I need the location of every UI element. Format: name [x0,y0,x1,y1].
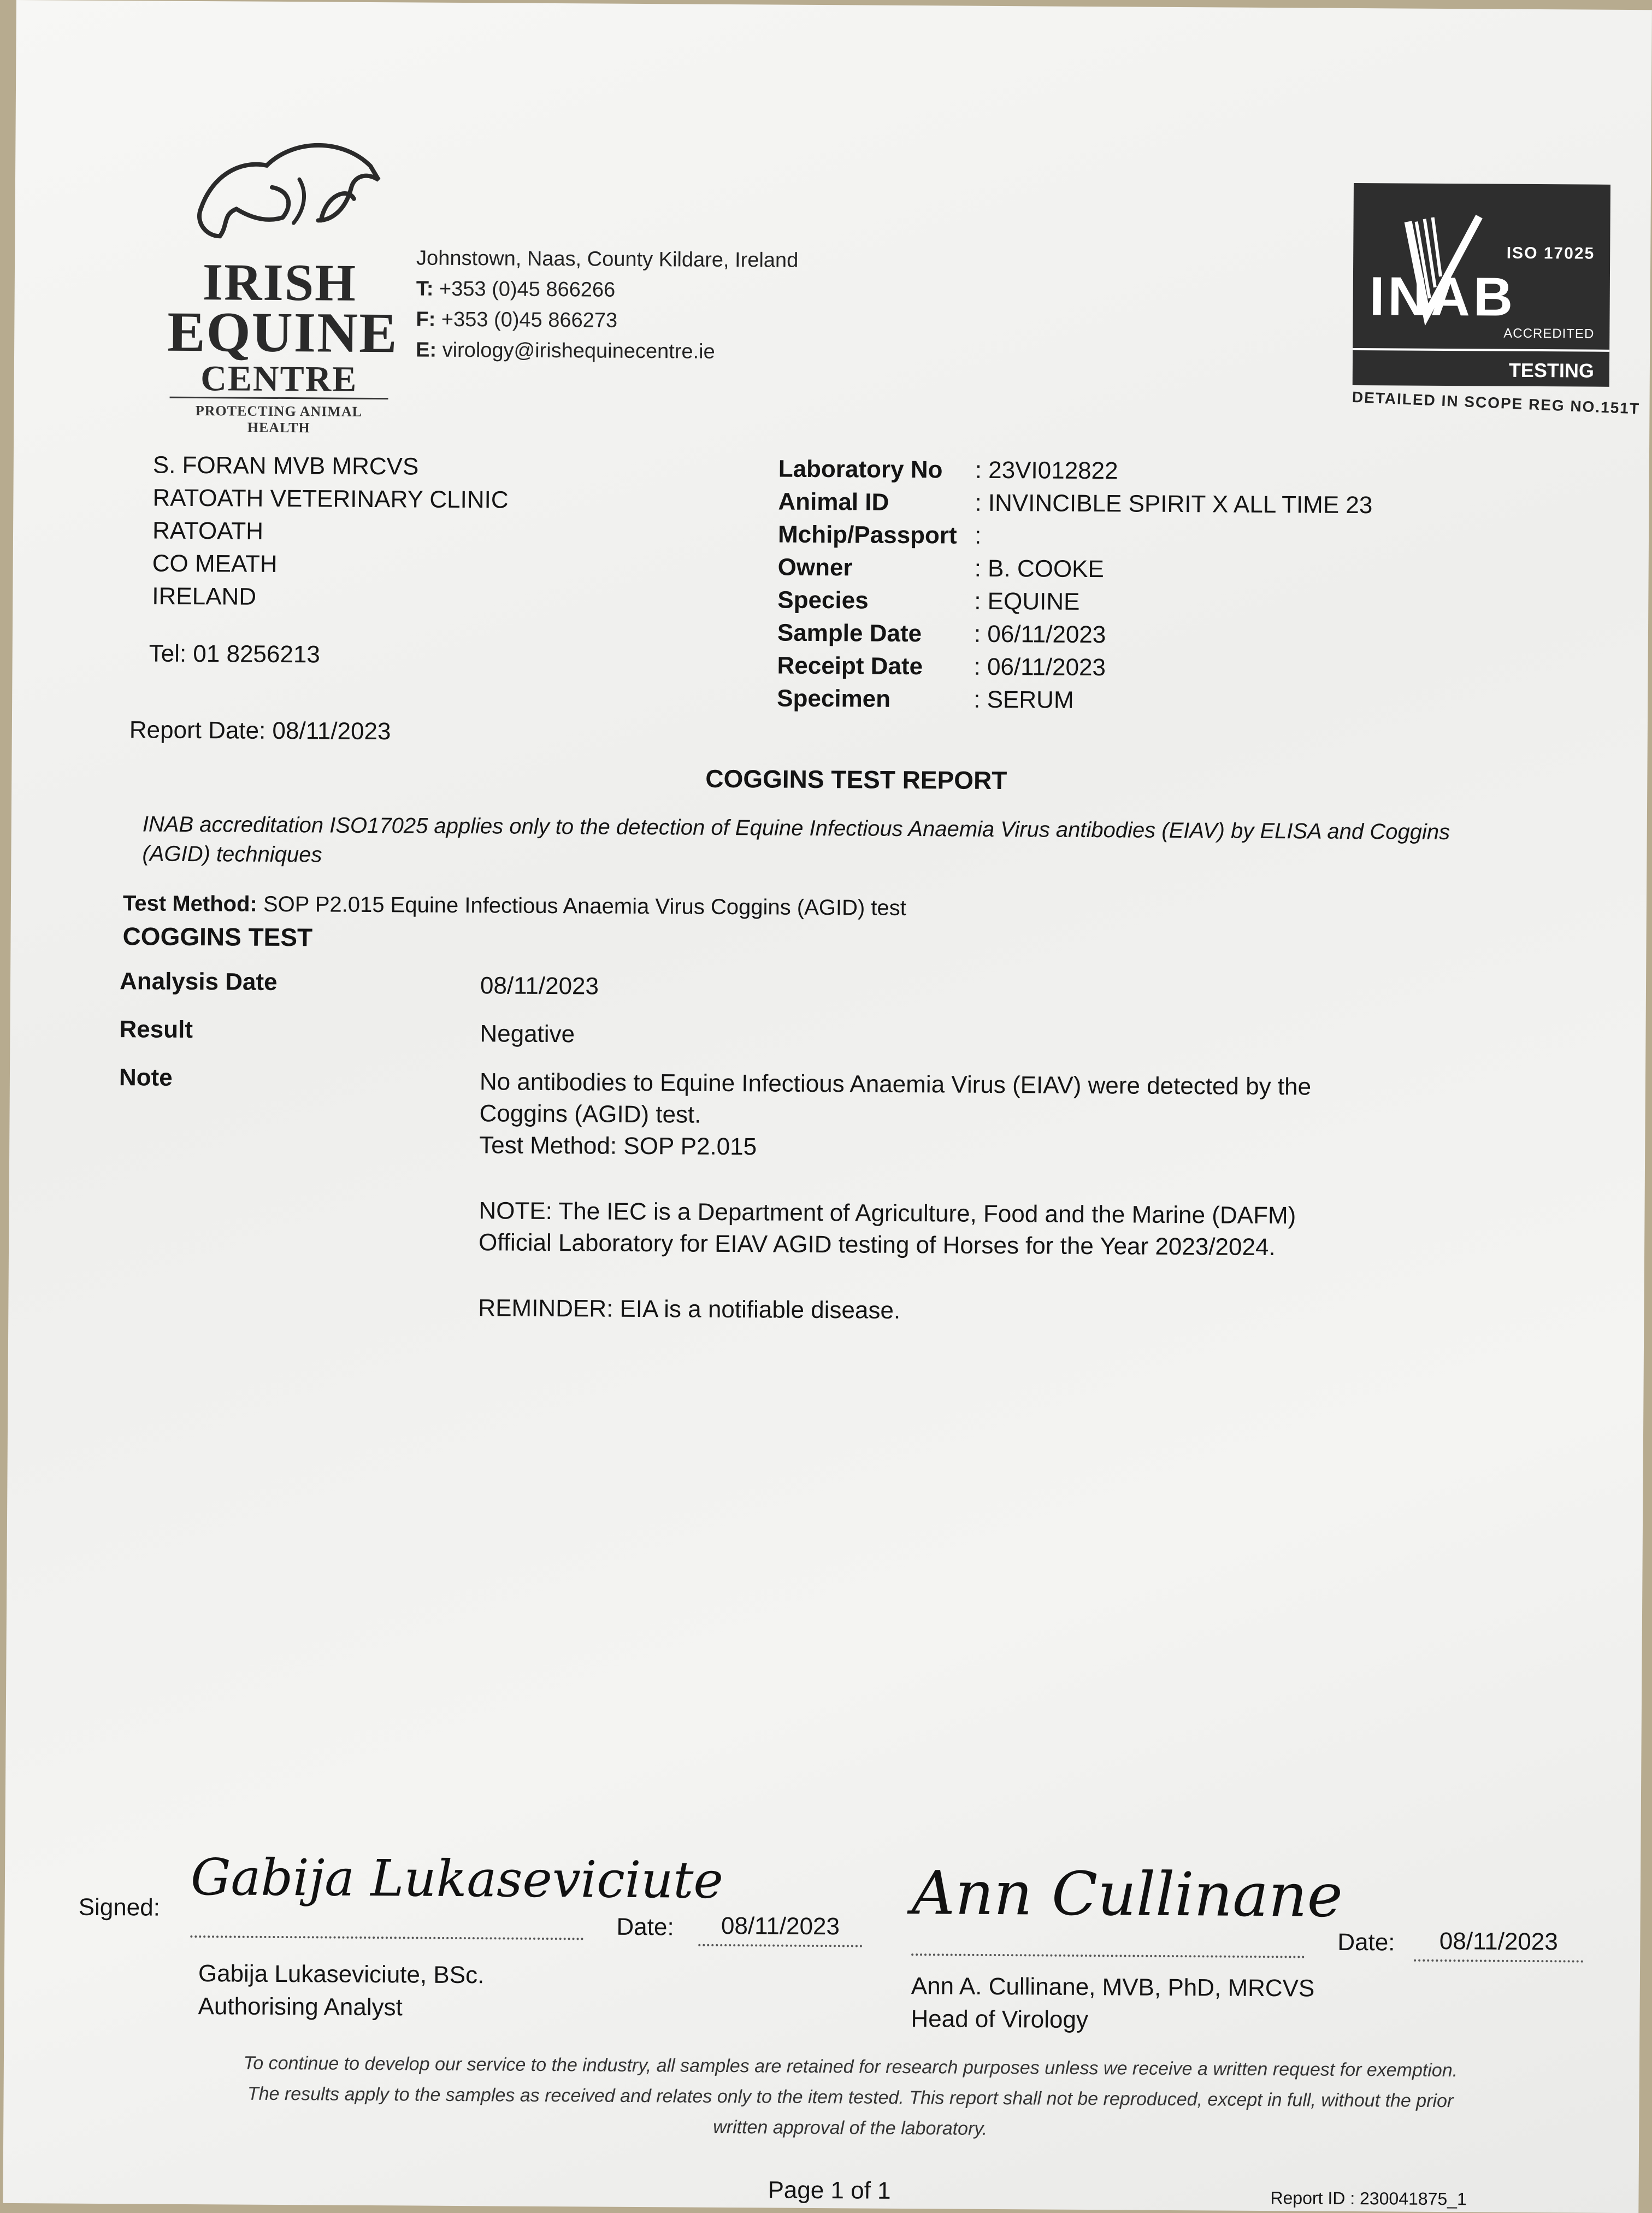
result-row [120,968,1376,1007]
signature-line [911,1953,1305,1958]
result-value: Negative [480,1020,575,1048]
head-role: Head of Virology [911,2005,1089,2034]
detail-label: Receipt Date [777,652,923,680]
result-row [117,1064,1376,1363]
logo-line-2: EQUINE [167,300,398,365]
sample-details [777,453,1373,719]
lab-email-value: virology@irishequinecentre.ie [442,338,715,363]
report-page [3,0,1652,2213]
detail-label: Specimen [777,685,891,713]
inab-testing-label: TESTING [1508,358,1595,382]
lab-phone-label: T: [416,277,434,301]
note-paragraph: No antibodies to Equine Infectious Anaemia Virus (EIAV) were detected by the Coggins (AGID) test. [479,1068,1312,1128]
detail-row [778,453,1373,490]
detail-label: Mchip/Passport [777,521,957,549]
inab-accreditation-badge [1352,183,1641,417]
footer-line: The results apply to the samples as received and relates only to the item tested. This report shall not be reproduced, except in full, without the prior [247,2083,1454,2112]
inab-name: INAB [1369,266,1517,328]
footer-line: written approval of the laboratory. [713,2116,988,2139]
accreditation-note: INAB accreditation ISO17025 applies only to the detection of Equine Infectious Anaemia Virus antibodies (EIAV) by ELISA and Coggins (AGID) techniques [142,812,1450,867]
detail-label: Laboratory No [778,455,943,484]
signed-label: Signed: [78,1893,161,1921]
lab-phone-value: +353 (0)45 866266 [439,277,616,302]
detail-row [778,519,1372,555]
detail-row [777,617,1372,654]
inab-iso-label: ISO 17025 [1506,244,1595,263]
detail-label: Species [777,586,869,614]
recipient-tel: Tel: 01 8256213 [149,640,320,668]
detail-row [777,650,1371,686]
detail-value: : [974,522,982,549]
note-paragraph: NOTE: The IEC is a Department of Agriculture, Food and the Marine (DAFM) Official Laboratory for EIAV AGID testing of Horses for the Year 2023/2024. [478,1197,1296,1261]
detail-row [777,682,1371,719]
test-method [123,891,906,921]
detail-label: Owner [777,554,853,581]
note-label: Note [119,1064,173,1091]
lab-address: Johnstown, Naas, County Kildare, Ireland [416,246,799,272]
head-name-block [911,1970,1314,2038]
section-heading: COGGINS TEST [122,922,313,952]
note-paragraph: REMINDER: EIA is a notifiable disease. [478,1294,901,1324]
footer-disclaimer [184,2047,1517,2147]
lab-email-label: E: [415,338,437,362]
test-method-value: SOP P2.015 Equine Infectious Anaemia Virus Coggins (AGID) test [263,892,906,920]
lab-contact-block [416,243,799,367]
analysis-date-label: Analysis Date [119,968,278,996]
recipient-address [152,449,509,615]
logo-tagline: PROTECTING ANIMAL HEALTH [169,397,388,437]
report-id: Report ID : 230041875_1 [1270,2188,1467,2209]
recipient-line: IRELAND [152,582,257,610]
recipient-line: S. FORAN MVB MRCVS [152,451,419,480]
detail-label: Sample Date [777,619,922,648]
analyst-signature: Gabija Lukaseviciute [190,1848,724,1910]
analysis-date-value: 08/11/2023 [480,972,599,1000]
inab-scope-note: DETAILED IN SCOPE REG NO.151T [1352,388,1641,417]
detail-value: : 06/11/2023 [974,620,1106,649]
lab-fax-label: F: [416,308,436,331]
page-number: Page 1 of 1 [768,2176,891,2204]
head-sign-date: 08/11/2023 [1414,1928,1583,1963]
recipient-line: RATOATH [152,517,264,545]
detail-value: : EQUINE [974,587,1080,615]
detail-value: : SERUM [974,686,1074,714]
note-paragraph-method: Test Method: SOP P2.015 [479,1132,757,1161]
detail-row [777,551,1372,588]
lab-fax [416,304,798,337]
detail-value: : 23VI012822 [975,456,1118,485]
analyst-role: Authorising Analyst [198,1993,403,2021]
result-label: Result [119,1016,193,1044]
date-label: Date: [1337,1928,1395,1956]
detail-value: : INVINCIBLE SPIRIT X ALL TIME 23 [975,489,1373,519]
recipient-line: RATOATH VETERINARY CLINIC [152,484,509,514]
note-body [478,1066,1354,1363]
head-signature: Ann Cullinane [911,1858,1343,1931]
lab-logo-wordmark [167,252,398,400]
lab-fax-value: +353 (0)45 866273 [441,308,618,332]
result-row [119,1016,1376,1055]
date-label: Date: [616,1913,674,1941]
results-table [117,968,1376,1380]
logo-line-1: IRISH [202,252,357,312]
lab-email [416,334,798,367]
recipient-line: CO MEATH [152,550,278,578]
signature-line [190,1935,583,1940]
detail-row [777,584,1372,621]
detail-value: : 06/11/2023 [974,653,1106,681]
inab-accredited-label: ACCREDITED [1503,326,1595,342]
logo-line-3: CENTRE [200,358,358,399]
horse-logo-icon [190,127,387,248]
detail-row [778,486,1372,522]
detail-value: : B. COOKE [974,555,1104,583]
footer-line: To continue to develop our service to the industry, all samples are retained for research purposes unless we receive a written request for exemption. [243,2052,1458,2081]
report-date: Report Date: 08/11/2023 [129,716,391,745]
lab-phone [416,273,799,306]
analyst-name: Gabija Lukaseviciute, BSc. [198,1960,485,1989]
analyst-sign-date: 08/11/2023 [698,1912,862,1947]
test-method-label: Test Method: [122,891,257,916]
report-title: COGGINS TEST REPORT [705,764,1007,795]
analyst-name-block [198,1957,484,2024]
detail-label: Animal ID [778,488,889,516]
head-name: Ann A. Cullinane, MVB, PhD, MRCVS [911,1973,1315,2002]
